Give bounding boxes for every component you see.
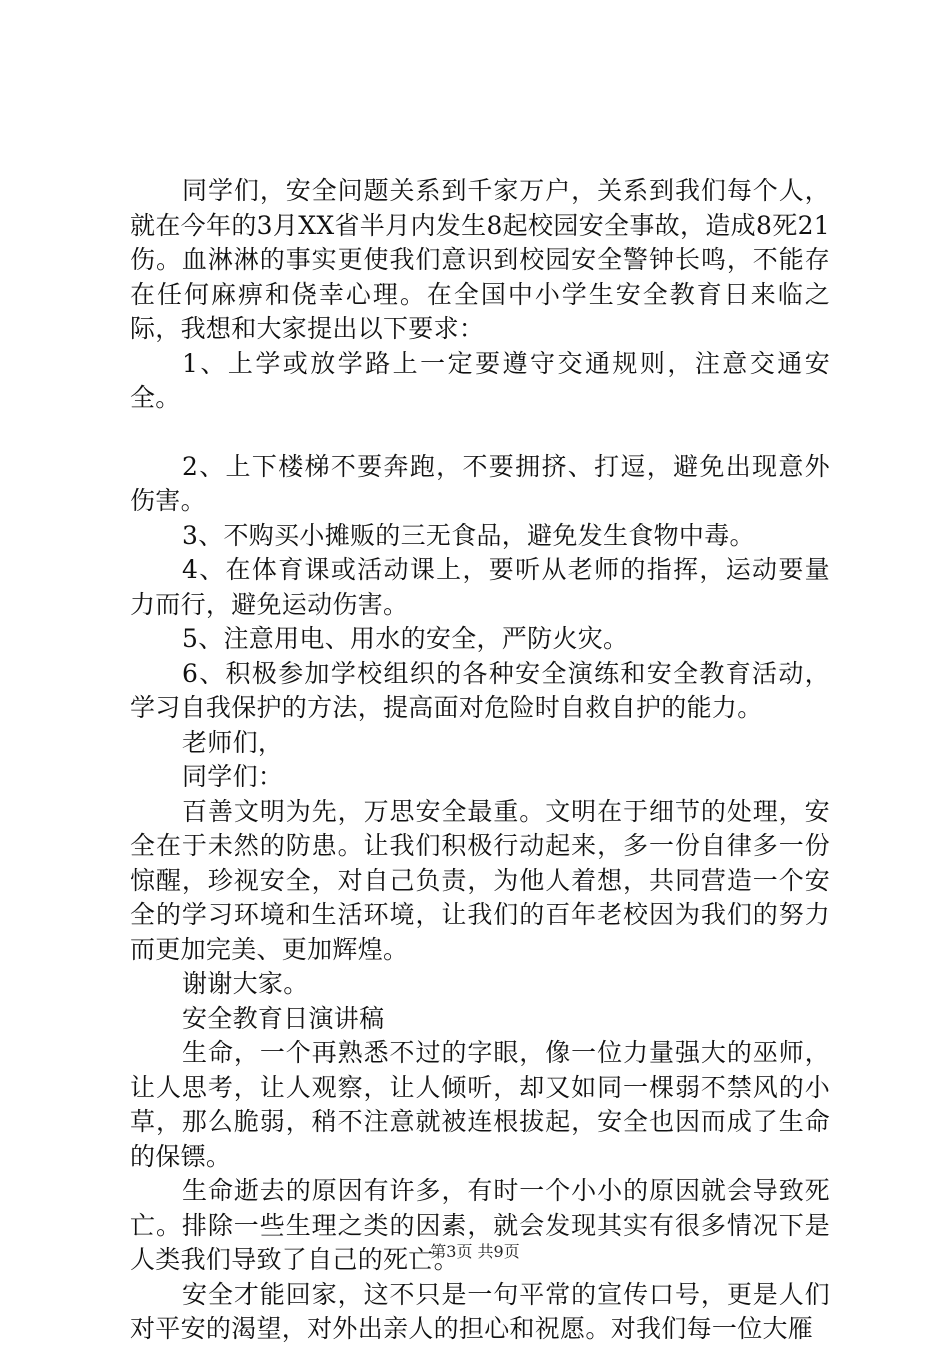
paragraph-causes: 生命逝去的原因有许多，有时一个小小的原因就会导致死亡。排除一些生理之类的因素，就会发现其实有很多情况下是人类我们导致了自己的死亡。 <box>130 1176 830 1274</box>
page-number: 第3页 共9页 <box>430 1242 520 1261</box>
paragraph-item-5: 5、注意用电、用水的安全，严防火灾。 <box>182 624 629 653</box>
paragraph-safe-home: 安全才能回家，这不只是一句平常的宣传口号，更是人们对平安的渴望，对外出亲人的担心和祝愿。对我们每一位大雁 <box>130 1279 830 1343</box>
paragraph-item-6: 6、积极参加学校组织的各种安全演练和安全教育活动，学习自我保护的方法，提高面对危险时自救自护的能力。 <box>130 658 830 722</box>
paragraph-item-4: 4、在体育课或活动课上，要听从老师的指挥，运动要量力而行，避免运动伤害。 <box>130 555 830 619</box>
blank-line <box>130 416 830 450</box>
paragraph-item-1: 1、上学或放学路上一定要遵守交通规则，注意交通安全。 <box>130 348 830 412</box>
paragraph-address-students: 同学们： <box>182 762 284 791</box>
paragraph-closing: 百善文明为先，万思安全最重。文明在于细节的处理，安全在于未然的防患。让我们积极行动起来，多一份自律多一份惊醒，珍视安全，对自己负责，为他人着想，共同营造一个安全的学习环境和生活环境，让我们的百年老校因为我们的努力而更加完美、更加辉煌。 <box>130 796 830 964</box>
paragraph-item-2: 2、上下楼梯不要奔跑，不要拥挤、打逗，避免出现意外伤害。 <box>130 451 830 515</box>
section-title: 安全教育日演讲稿 <box>182 1003 385 1033</box>
paragraph-address-teachers: 老师们， <box>182 727 284 757</box>
paragraph-item-3: 3、不购买小摊贩的三无食品，避免发生食物中毒。 <box>182 520 755 550</box>
paragraph-intro: 同学们，安全问题关系到千家万户，关系到我们每个人，就在今年的3月XX省半月内发生8起校园安全事故，造成8死21伤。血淋淋的事实更使我们意识到校园安全警钟长鸣，不能存在任何麻痹和侥幸心理。在全国中小学生安全教育日来临之际，我想和大家提出以下要求： <box>130 176 830 343</box>
document-body <box>130 174 830 1347</box>
paragraph-thanks: 谢谢大家。 <box>182 969 309 998</box>
paragraph-life: 生命，一个再熟悉不过的字眼，像一位力量强大的巫师，让人思考，让人观察，让人倾听，却又如同一棵弱不禁风的小草，那么脆弱，稍不注意就被连根拔起，安全也因而成了生命的保镖。 <box>130 1038 830 1171</box>
